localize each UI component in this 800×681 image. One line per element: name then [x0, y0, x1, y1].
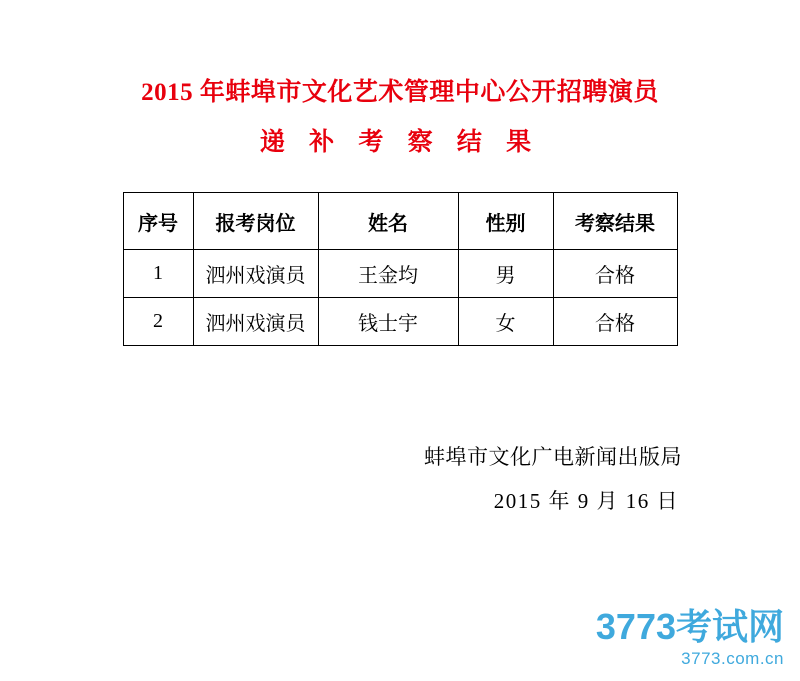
column-header-index: 序号 — [123, 193, 193, 250]
signature-block — [0, 443, 800, 515]
title-line-1: 2015 年蚌埠市文化艺术管理中心公开招聘演员 — [141, 79, 659, 106]
watermark-site-name: 3773考试网 — [595, 606, 784, 647]
signature-date: 2015 年 9 月 16 日 — [493, 489, 679, 514]
cell-name: 王金均 — [318, 250, 458, 298]
signature-organization: 蚌埠市文化广电新闻出版局 — [424, 445, 682, 469]
cell-gender: 女 — [458, 298, 553, 346]
table-header-row — [123, 193, 677, 250]
cell-position: 泗州戏演员 — [193, 250, 318, 298]
watermark-site-url: 3773.com.cn — [681, 649, 784, 668]
watermark — [595, 606, 784, 668]
cell-name: 钱士宇 — [318, 298, 458, 346]
cell-position: 泗州戏演员 — [193, 298, 318, 346]
cell-result: 合格 — [553, 250, 677, 298]
cell-index: 2 — [123, 298, 193, 346]
table-row — [123, 298, 677, 346]
column-header-gender: 性别 — [458, 193, 553, 250]
table-row — [123, 250, 677, 298]
document-title — [0, 0, 800, 158]
results-table — [123, 192, 678, 346]
column-header-result: 考察结果 — [553, 193, 677, 250]
column-header-name: 姓名 — [318, 193, 458, 250]
results-table-container — [0, 192, 800, 346]
cell-gender: 男 — [458, 250, 553, 298]
cell-result: 合格 — [553, 298, 677, 346]
column-header-position: 报考岗位 — [193, 193, 318, 250]
cell-index: 1 — [123, 250, 193, 298]
title-line-2: 递 补 考 察 结 果 — [259, 129, 541, 156]
